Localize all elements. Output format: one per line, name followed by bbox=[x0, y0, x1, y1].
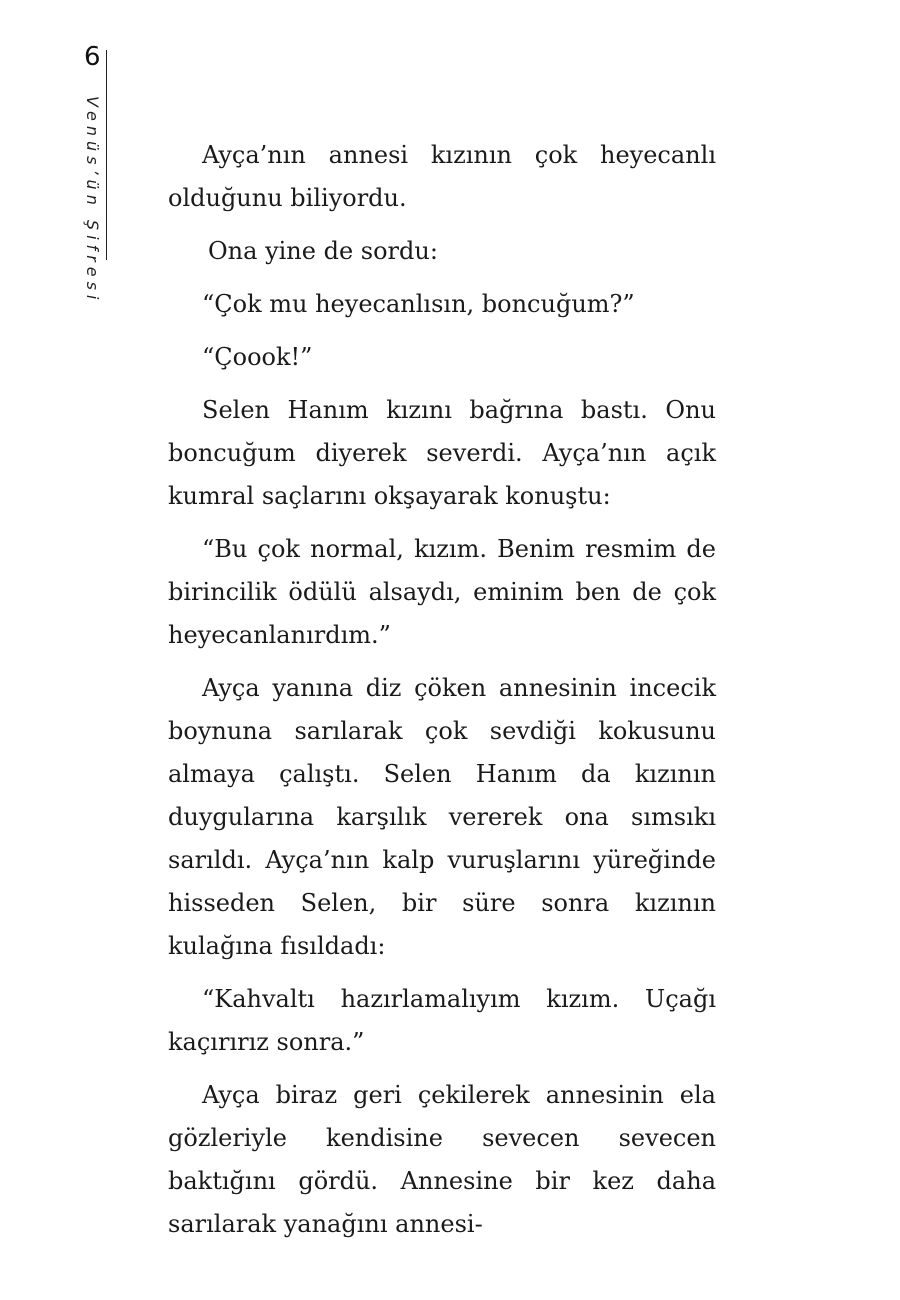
paragraph: “Bu çok normal, kızım. Benim resmim de birincilik ödülü alsaydı, eminim ben de çok heyecanlanırdım.” bbox=[168, 535, 716, 649]
paragraph: Ayça’nın annesi kızının çok heyecanlı olduğunu biliyordu. bbox=[168, 141, 716, 212]
paragraph: “Çok mu heyecanlısın, boncuğum?” bbox=[202, 290, 635, 318]
margin-rule bbox=[106, 50, 107, 260]
paragraph: Ayça yanına diz çöken annesinin incecik boynuna sarılarak çok sevdiği kokusunu almaya çalıştı. Selen Hanım da kızının duygularına karşılık vererek ona sımsıkı sarıldı. Ayça’nın kalp vuruşlarını yüreğinde hisseden Selen, bir süre sonra kızının kulağına fısıldadı: bbox=[168, 674, 716, 960]
paragraph: Selen Hanım kızını bağrına bastı. Onu boncuğum diyerek severdi. Ayça’nın açık kumral saçlarını okşayarak konuştu: bbox=[168, 396, 716, 510]
paragraph: Ayça biraz geri çekilerek annesinin ela gözleriyle kendisine sevecen sevecen baktığını gördü. Annesine bir kez daha sarılarak yanağını annesi- bbox=[168, 1081, 716, 1238]
running-title: Venüs’ün Şifresi bbox=[83, 96, 102, 305]
paragraph: “Çoook!” bbox=[202, 343, 313, 371]
paragraph: Ona yine de sordu: bbox=[208, 237, 438, 265]
body-text bbox=[168, 134, 716, 1256]
paragraph: “Kahvaltı hazırlamalıyım kızım. Uçağı kaçırırız sonra.” bbox=[168, 985, 716, 1056]
page-number: 6 bbox=[84, 42, 101, 72]
